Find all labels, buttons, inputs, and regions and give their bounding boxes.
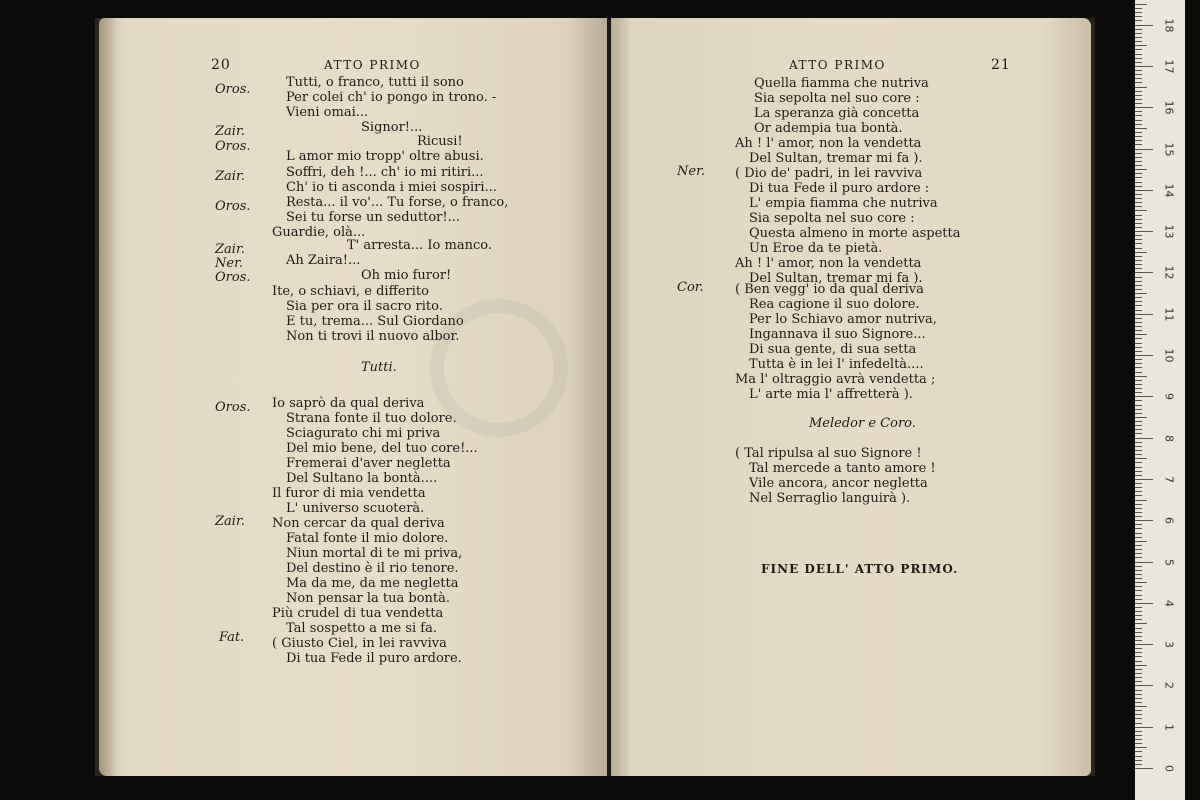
ruler-number: 10	[1162, 348, 1176, 363]
section-title: Meledor e Coro.	[809, 416, 916, 431]
ruler-tick	[1135, 281, 1142, 282]
ruler-tick	[1135, 471, 1142, 472]
verse-line: Resta... il vo'... Tu forse, o franco,	[286, 195, 509, 210]
verse-line: Il furor di mia vendetta	[272, 486, 426, 501]
ruler-tick	[1135, 640, 1142, 641]
verse-line: Tutti, o franco, tutti il sono	[286, 75, 464, 90]
ruler-tick	[1135, 215, 1142, 216]
verse-line: L' universo scuoterà.	[286, 501, 425, 516]
verse-line: Sia sepolta nel suo core :	[754, 91, 920, 106]
ruler-tick	[1135, 372, 1142, 373]
ruler-tick	[1135, 277, 1142, 278]
ruler-tick	[1135, 210, 1147, 211]
verse-line: Tal mercede a tanto amore !	[749, 461, 936, 476]
ruler-tick	[1135, 458, 1147, 459]
ruler-tick	[1135, 475, 1142, 476]
ruler-tick	[1135, 516, 1142, 517]
ruler-tick	[1135, 508, 1142, 509]
ruler-number: 16	[1162, 100, 1176, 115]
verse-line: ( Tal ripulsa al suo Signore !	[735, 446, 922, 461]
ruler-tick	[1135, 132, 1142, 133]
ruler-number: 14	[1162, 183, 1176, 198]
verse-line: Rea cagione il suo dolore.	[749, 297, 920, 312]
right-page	[611, 18, 1091, 776]
ruler-tick	[1135, 322, 1142, 323]
ruler-tick	[1135, 49, 1142, 50]
speaker-label: Zair.	[215, 169, 245, 184]
ruler-tick	[1135, 66, 1153, 67]
verse-line: Sia sepolta nel suo core :	[749, 211, 915, 226]
ruler-tick	[1135, 549, 1142, 550]
ruler-tick	[1135, 768, 1153, 769]
ruler-tick	[1135, 41, 1142, 42]
ruler-tick	[1135, 384, 1142, 385]
ruler-tick	[1135, 124, 1142, 125]
ruler-number: 12	[1162, 265, 1176, 280]
ruler-tick	[1135, 599, 1142, 600]
ruler-number: 0	[1162, 765, 1176, 772]
ruler-tick	[1135, 648, 1142, 649]
speaker-label: Zair.	[215, 514, 245, 529]
ruler-tick	[1135, 442, 1142, 443]
verse-line: La speranza già concetta	[754, 106, 920, 121]
ruler-tick	[1135, 400, 1142, 401]
ruler-tick	[1135, 413, 1142, 414]
verse-line: Vieni omai...	[286, 105, 369, 120]
ruler-tick	[1135, 243, 1142, 244]
ruler-tick	[1135, 409, 1142, 410]
verse-line: Fremerai d'aver negletta	[286, 456, 451, 471]
ruler-tick	[1135, 169, 1147, 170]
verse-line: Io saprò da qual deriva	[272, 396, 425, 411]
ruler-tick	[1135, 582, 1147, 583]
ruler-tick	[1135, 363, 1142, 364]
ruler-number: 5	[1162, 558, 1176, 566]
ruler-number: 9	[1162, 393, 1176, 401]
verse-line: Più crudel di tua vendetta	[272, 606, 444, 621]
ruler-tick	[1135, 359, 1142, 360]
ruler-tick	[1135, 29, 1142, 30]
ruler-number: 7	[1162, 475, 1176, 483]
verse-line: L amor mio tropp' oltre abusi.	[286, 149, 484, 164]
ruler-tick	[1135, 553, 1142, 554]
ruler-tick	[1135, 227, 1142, 228]
verse-line: Ma l' oltraggio avrà vendetta ;	[735, 372, 936, 387]
ruler-tick	[1135, 652, 1142, 653]
ruler-tick	[1135, 396, 1153, 397]
ruler-tick	[1135, 285, 1142, 286]
verse-line: Del Sultan, tremar mi fa ).	[749, 151, 923, 166]
book	[95, 18, 1095, 776]
ruler-tick	[1135, 355, 1153, 356]
ruler-tick	[1135, 541, 1147, 542]
verse-line: Oh mio furor!	[361, 268, 452, 283]
ruler-tick	[1135, 603, 1153, 604]
library-stamp-watermark	[429, 273, 569, 473]
ruler-tick	[1135, 376, 1147, 377]
ruler-tick	[1135, 272, 1153, 273]
ruler-tick	[1135, 87, 1147, 88]
verse-line: Nel Serraglio languirà ).	[749, 491, 911, 506]
ruler-tick	[1135, 78, 1142, 79]
ruler-tick	[1135, 694, 1142, 695]
speaker-label: Fat.	[219, 630, 245, 645]
ruler-tick	[1135, 235, 1142, 236]
ruler-tick	[1135, 595, 1142, 596]
ruler-tick	[1135, 161, 1142, 162]
ruler-tick	[1135, 545, 1142, 546]
ruler-tick	[1135, 669, 1142, 670]
ruler-tick	[1135, 731, 1142, 732]
ruler-tick	[1135, 111, 1142, 112]
ruler-tick	[1135, 70, 1142, 71]
verse-line: Strana fonte il tuo dolore.	[286, 411, 457, 426]
verse-line: Quella fiamma che nutriva	[754, 76, 929, 91]
ruler-tick	[1135, 326, 1142, 327]
ruler-tick	[1135, 103, 1142, 104]
ruler-tick	[1135, 681, 1142, 682]
ruler-tick	[1135, 425, 1142, 426]
ruler-number: 4	[1162, 599, 1176, 607]
ruler-tick	[1135, 590, 1142, 591]
ruler-number: 13	[1162, 224, 1176, 239]
verse-line: Ah Zaira!...	[286, 253, 361, 268]
ruler-number: 17	[1162, 59, 1176, 74]
speaker-label: Oros.	[215, 400, 251, 415]
right-running-head: ATTO PRIMO	[789, 58, 886, 72]
verse-line: Di tua Fede il puro ardore.	[286, 651, 462, 666]
verse-line: ( Dio de' padri, in lei ravviva	[735, 166, 923, 181]
ruler-tick	[1135, 310, 1142, 311]
verse-line: Tutta è in lei l' infedeltà....	[749, 357, 924, 372]
verse-line: Niun mortal di te mi priva,	[286, 546, 463, 561]
ruler-tick	[1135, 297, 1142, 298]
ruler-tick	[1135, 747, 1147, 748]
ruler-tick	[1135, 12, 1142, 13]
ruler-tick	[1135, 756, 1142, 757]
ruler-tick	[1135, 153, 1142, 154]
ruler-tick	[1135, 450, 1142, 451]
ruler-tick	[1135, 533, 1142, 534]
ruler-tick	[1135, 417, 1147, 418]
ruler-tick	[1135, 438, 1153, 439]
measurement-ruler	[1135, 0, 1185, 800]
ruler-tick	[1135, 512, 1142, 513]
ruler-tick	[1135, 194, 1142, 195]
verse-line: Sciagurato chi mi priva	[286, 426, 441, 441]
ruler-tick	[1135, 120, 1142, 121]
ruler-tick	[1135, 45, 1147, 46]
verse-line: Ah ! l' amor, non la vendetta	[735, 136, 922, 151]
verse-line: Non cercar da qual deriva	[272, 516, 445, 531]
ruler-tick	[1135, 628, 1142, 629]
ruler-tick	[1135, 462, 1142, 463]
ruler-tick	[1135, 186, 1142, 187]
ruler-number: 11	[1162, 307, 1176, 322]
verse-line: Sia per ora il sacro rito.	[286, 299, 443, 314]
ruler-tick	[1135, 4, 1147, 5]
ruler-tick	[1135, 82, 1142, 83]
ruler-tick	[1135, 487, 1142, 488]
ruler-tick	[1135, 157, 1142, 158]
ruler-tick	[1135, 562, 1153, 563]
ruler-tick	[1135, 231, 1153, 232]
ruler-tick	[1135, 578, 1142, 579]
ruler-tick	[1135, 446, 1142, 447]
act-end-text: FINE DELL' ATTO PRIMO.	[761, 562, 959, 576]
ruler-tick	[1135, 202, 1142, 203]
speaker-label: Ner.	[215, 256, 243, 271]
ruler-tick	[1135, 495, 1142, 496]
ruler-tick	[1135, 16, 1142, 17]
ruler-tick	[1135, 351, 1142, 352]
ruler-tick	[1135, 330, 1142, 331]
ruler-tick	[1135, 264, 1142, 265]
ruler-tick	[1135, 149, 1153, 150]
ruler-tick	[1135, 735, 1142, 736]
verse-line: Ah ! l' amor, non la vendetta	[735, 256, 922, 271]
ruler-tick	[1135, 673, 1142, 674]
speaker-label: Zair.	[215, 124, 245, 139]
verse-line: Non ti trovi il nuovo albor.	[286, 329, 460, 344]
ruler-tick	[1135, 429, 1142, 430]
ruler-tick	[1135, 8, 1142, 9]
verse-line: Ingannava il suo Signore...	[749, 327, 926, 342]
ruler-tick	[1135, 314, 1153, 315]
ruler-tick	[1135, 239, 1142, 240]
ruler-tick	[1135, 198, 1142, 199]
ruler-tick	[1135, 656, 1142, 657]
ruler-tick	[1135, 140, 1142, 141]
ruler-tick	[1135, 764, 1142, 765]
ruler-tick	[1135, 165, 1142, 166]
ruler-tick	[1135, 347, 1142, 348]
verse-line: Or adempia tua bontà.	[754, 121, 903, 136]
verse-line: Fatal fonte il mio dolore.	[286, 531, 449, 546]
ruler-tick	[1135, 256, 1142, 257]
verse-line: ( Giusto Ciel, in lei ravviva	[272, 636, 447, 651]
page-edge-shadow	[99, 18, 117, 776]
ruler-tick	[1135, 524, 1142, 525]
ruler-tick	[1135, 702, 1142, 703]
ruler-tick	[1135, 107, 1153, 108]
verse-line: Sei tu forse un seduttor!...	[286, 210, 461, 225]
verse-line: Vile ancora, ancor negletta	[749, 476, 928, 491]
ruler-tick	[1135, 685, 1153, 686]
verse-line: Di sua gente, di sua setta	[749, 342, 917, 357]
ruler-tick	[1135, 665, 1147, 666]
ruler-tick	[1135, 182, 1142, 183]
ruler-tick	[1135, 632, 1142, 633]
ruler-tick	[1135, 607, 1142, 608]
ruler-tick	[1135, 318, 1142, 319]
verse-line: L' arte mia l' affretterà ).	[749, 387, 913, 402]
ruler-tick	[1135, 20, 1142, 21]
ruler-number: 8	[1162, 434, 1176, 442]
ruler-tick	[1135, 623, 1147, 624]
verse-line: Del Sultano la bontà....	[286, 471, 438, 486]
ruler-tick	[1135, 37, 1142, 38]
ruler-tick	[1135, 74, 1142, 75]
ruler-tick	[1135, 177, 1142, 178]
ruler-tick	[1135, 760, 1142, 761]
verse-line: Soffri, deh !... ch' io mi ritiri...	[286, 165, 484, 180]
speaker-label: Ner.	[677, 164, 705, 179]
verse-line: Signor!...	[361, 120, 423, 135]
ruler-tick	[1135, 405, 1142, 406]
ruler-tick	[1135, 479, 1153, 480]
ruler-tick	[1135, 206, 1142, 207]
ruler-tick	[1135, 144, 1142, 145]
verse-line: Ite, o schiavi, e differito	[272, 284, 429, 299]
ruler-tick	[1135, 557, 1142, 558]
verse-line: T' arresta... Io manco.	[347, 238, 492, 253]
ruler-tick	[1135, 334, 1147, 335]
ruler-tick	[1135, 751, 1142, 752]
verse-line: Del Sultan, tremar mi fa ).	[749, 271, 923, 286]
ruler-tick	[1135, 58, 1142, 59]
speaker-label: Oros.	[215, 199, 251, 214]
ruler-tick	[1135, 190, 1153, 191]
verse-line: L' empia fiamma che nutriva	[749, 196, 938, 211]
ruler-tick	[1135, 615, 1142, 616]
ruler-tick	[1135, 252, 1147, 253]
speaker-label: Oros.	[215, 139, 251, 154]
ruler-tick	[1135, 115, 1142, 116]
right-page-number: 21	[991, 57, 1011, 73]
speaker-label: Zair.	[215, 242, 245, 257]
ruler-tick	[1135, 223, 1142, 224]
ruler-number: 18	[1162, 18, 1176, 33]
ruler-tick	[1135, 566, 1142, 567]
ruler-tick	[1135, 91, 1142, 92]
ruler-tick	[1135, 718, 1142, 719]
ruler-tick	[1135, 62, 1142, 63]
ruler-tick	[1135, 467, 1142, 468]
ruler-tick	[1135, 661, 1142, 662]
ruler-tick	[1135, 690, 1142, 691]
ruler-tick	[1135, 520, 1153, 521]
verse-line: Per colei ch' io pongo in trono. -	[286, 90, 497, 105]
ruler-tick	[1135, 301, 1142, 302]
ruler-tick	[1135, 483, 1142, 484]
ruler-tick	[1135, 528, 1142, 529]
ruler-tick	[1135, 95, 1142, 96]
ruler-number: 15	[1162, 142, 1176, 156]
verse-line: Questa almeno in morte aspetta	[749, 226, 961, 241]
verse-line: Guardie, olà...	[272, 225, 366, 240]
verse-line: ( Ben vegg' io da qual deriva	[735, 282, 924, 297]
ruler-tick	[1135, 289, 1142, 290]
ruler-tick	[1135, 268, 1142, 269]
ruler-tick	[1135, 433, 1142, 434]
ruler-tick	[1135, 248, 1142, 249]
ruler-tick	[1135, 504, 1142, 505]
ruler-number: 6	[1162, 517, 1176, 525]
verse-line: Ch' io ti asconda i miei sospiri...	[286, 180, 497, 195]
ruler-tick	[1135, 136, 1142, 137]
ruler-tick	[1135, 367, 1142, 368]
verse-line: Ricusi!	[417, 134, 463, 149]
ruler-tick	[1135, 586, 1142, 587]
section-title: Tutti.	[361, 360, 397, 375]
verse-line: Di tua Fede il puro ardore :	[749, 181, 930, 196]
ruler-tick	[1135, 219, 1142, 220]
ruler-tick	[1135, 388, 1142, 389]
ruler-tick	[1135, 611, 1142, 612]
left-page	[99, 18, 607, 776]
ruler-tick	[1135, 743, 1142, 744]
ruler-tick	[1135, 500, 1147, 501]
ruler-tick	[1135, 574, 1142, 575]
ruler-tick	[1135, 739, 1142, 740]
ruler-tick	[1135, 33, 1142, 34]
verse-line: Per lo Schiavo amor nutriva,	[749, 312, 937, 327]
ruler-tick	[1135, 338, 1142, 339]
ruler-tick	[1135, 421, 1142, 422]
verse-line: Tal sospetto a me si fa.	[286, 621, 437, 636]
speaker-label: Oros.	[215, 82, 251, 97]
ruler-tick	[1135, 380, 1142, 381]
verse-line: Del mio bene, del tuo core!...	[286, 441, 478, 456]
ruler-tick	[1135, 723, 1142, 724]
ruler-number: 3	[1162, 641, 1176, 649]
verse-line: Del destino è il rio tenore.	[286, 561, 459, 576]
ruler-number: 1	[1162, 723, 1176, 731]
verse-line: Un Eroe da te pietà.	[749, 241, 883, 256]
speaker-label: Cor.	[677, 280, 704, 295]
ruler-tick	[1135, 99, 1142, 100]
left-running-head: ATTO PRIMO	[324, 58, 421, 72]
ruler-tick	[1135, 491, 1142, 492]
ruler-tick	[1135, 293, 1147, 294]
left-page-number: 20	[211, 57, 231, 73]
ruler-tick	[1135, 714, 1142, 715]
ruler-tick	[1135, 128, 1147, 129]
speaker-label: Oros.	[215, 270, 251, 285]
ruler-tick	[1135, 25, 1153, 26]
ruler-tick	[1135, 677, 1142, 678]
ruler-tick	[1135, 537, 1142, 538]
ruler-number: 2	[1162, 682, 1176, 690]
ruler-tick	[1135, 392, 1142, 393]
ruler-tick	[1135, 644, 1153, 645]
ruler-tick	[1135, 343, 1142, 344]
ruler-tick	[1135, 619, 1142, 620]
ruler-tick	[1135, 260, 1142, 261]
ruler-tick	[1135, 727, 1153, 728]
verse-line: E tu, trema... Sul Giordano	[286, 314, 464, 329]
ruler-tick	[1135, 570, 1142, 571]
ruler-tick	[1135, 54, 1142, 55]
ruler-tick	[1135, 698, 1142, 699]
ruler-tick	[1135, 706, 1147, 707]
ruler-tick	[1135, 305, 1142, 306]
ruler-tick	[1135, 454, 1142, 455]
ruler-tick	[1135, 710, 1142, 711]
ruler-tick	[1135, 636, 1142, 637]
verse-line: Ma da me, da me negletta	[286, 576, 459, 591]
ruler-tick	[1135, 173, 1142, 174]
verse-line: Non pensar la tua bontà.	[286, 591, 451, 606]
